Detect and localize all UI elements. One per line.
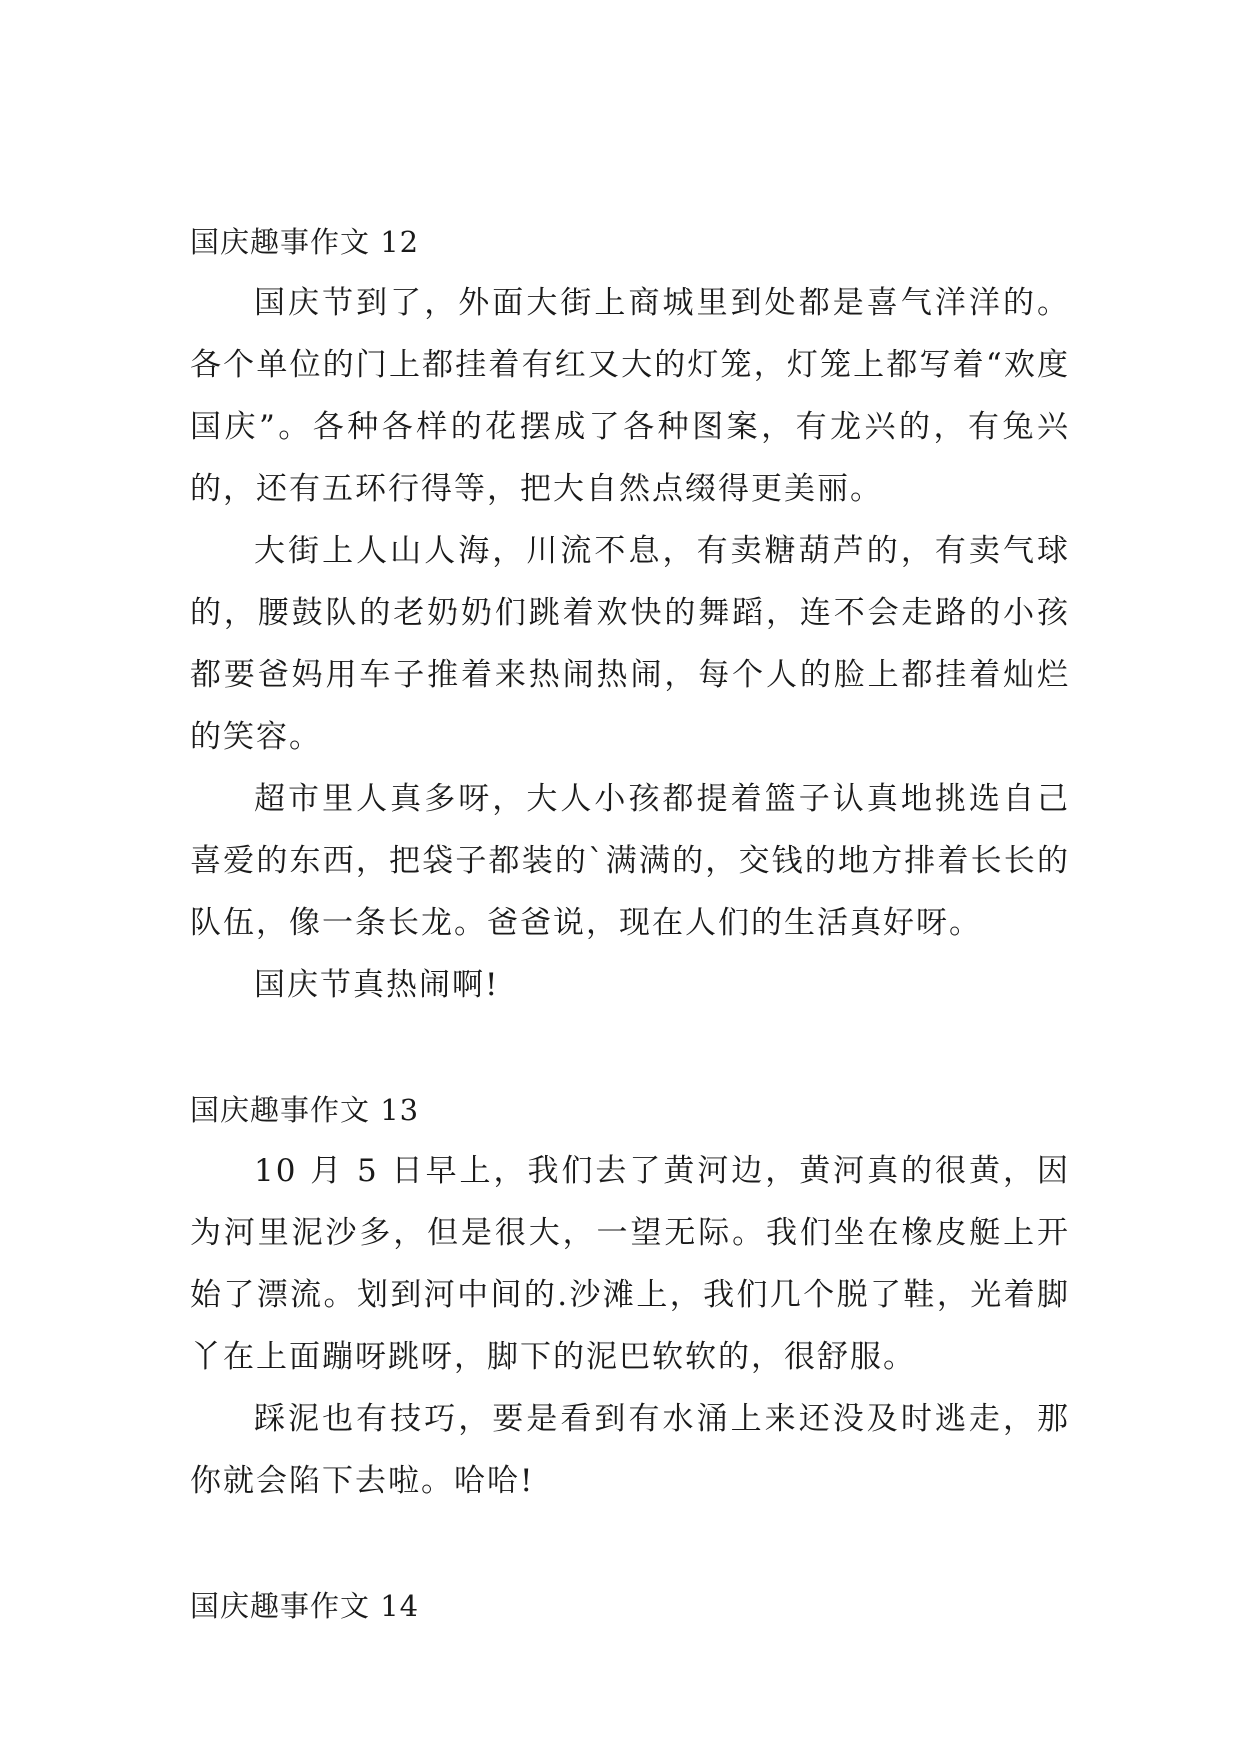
essay-heading: 国庆趣事作文 13 xyxy=(190,1093,420,1127)
essay-section-14 xyxy=(190,1576,1070,1636)
essay-paragraph: 大街上人山人海，川流不息，有卖糖葫芦的，有卖气球的，腰鼓队的老奶奶们跳着欢快的舞蹈，连不会走路的小孩都要爸妈用车子推着来热闹热闹，每个人的脸上都挂着灿烂的笑容。 xyxy=(190,533,1070,755)
essay-heading: 国庆趣事作文 12 xyxy=(190,225,420,259)
essay-paragraph: 国庆节到了，外面大街上商城里到处都是喜气洋洋的。各个单位的门上都挂着有红又大的灯笼，灯笼上都写着“欢度国庆”。各种各样的花摆成了各种图案，有龙兴的，有兔兴的，还有五环行得等，把大自然点缀得更美丽。 xyxy=(190,285,1070,507)
essay-heading: 国庆趣事作文 14 xyxy=(190,1589,420,1623)
essay-section-13 xyxy=(190,1080,1070,1512)
essay-paragraph: 超市里人真多呀，大人小孩都提着篮子认真地挑选自己喜爱的东西，把袋子都装的`满满的，交钱的地方排着长长的队伍，像一条长龙。爸爸说，现在人们的生活真好呀。 xyxy=(190,781,1070,941)
document-body xyxy=(190,212,1070,1636)
essay-section-12 xyxy=(190,212,1070,1016)
essay-paragraph: 踩泥也有技巧，要是看到有水涌上来还没及时逃走，那你就会陷下去啦。哈哈! xyxy=(190,1401,1070,1499)
essay-paragraph: 国庆节真热闹啊! xyxy=(254,967,500,1003)
essay-paragraph: 10 月 5 日早上，我们去了黄河边，黄河真的很黄，因为河里泥沙多，但是很大，一望无际。我们坐在橡皮艇上开始了漂流。划到河中间的.沙滩上，我们几个脱了鞋，光着脚丫在上面蹦呀跳呀，脚下的泥巴软软的，很舒服。 xyxy=(190,1153,1070,1375)
